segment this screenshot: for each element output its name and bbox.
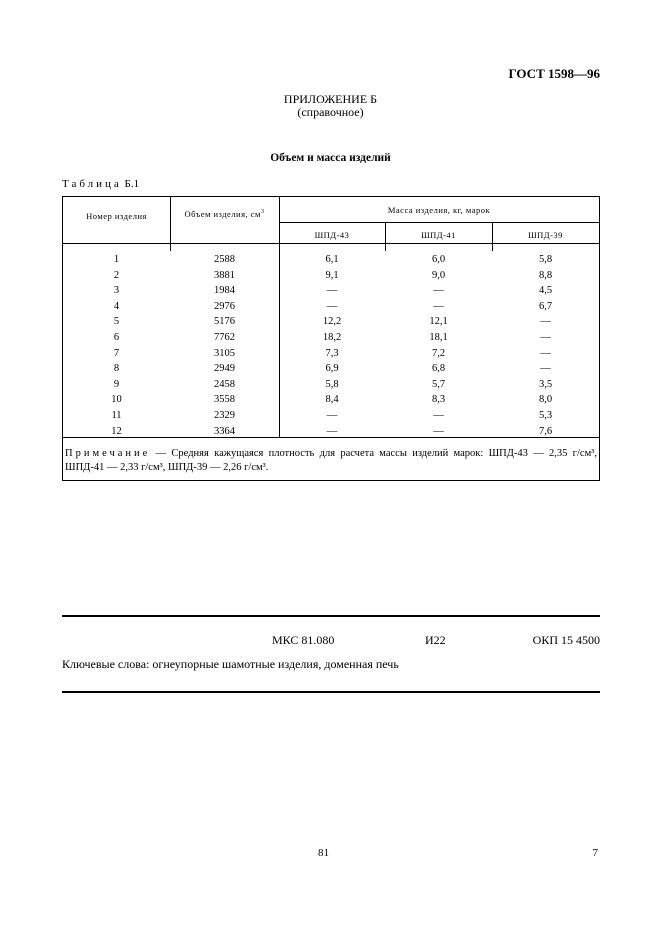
table-cell: —: [433, 285, 444, 297]
table-cell: 2588: [214, 254, 235, 265]
header-grade-1: ШПД-43: [314, 230, 350, 240]
header-mass-group: Масса изделия, кг, марок: [387, 205, 491, 215]
column-grade-3: [492, 252, 599, 439]
header-number: [63, 211, 170, 221]
table-cell: 3,5: [538, 378, 553, 390]
table-cell: 7,6: [538, 425, 553, 437]
table-cell: 12: [111, 425, 122, 437]
table-cell: 6,7: [538, 300, 553, 312]
table-cell: 7,2: [431, 347, 446, 359]
table-cell: 8,0: [538, 394, 553, 406]
table-cell: 5,8: [325, 378, 339, 390]
column-number: [63, 252, 170, 439]
table-cell: 4,5: [538, 285, 553, 297]
table-cell: 3881: [214, 269, 235, 281]
table-cell: 6,0: [431, 254, 446, 265]
table-cell: 18,1: [429, 331, 448, 343]
table-cell: —: [433, 300, 444, 312]
standard-header: ГОСТ 1598—96: [508, 66, 600, 81]
keywords: Ключевые слова: огнеупорные шамотные изделия, доменная печь: [62, 657, 399, 671]
table-cell: 6: [113, 331, 120, 343]
table-cell: 3364: [214, 425, 235, 437]
table-cell: —: [433, 425, 444, 437]
table-cell: 9,1: [325, 269, 339, 281]
appendix-subtitle: (справочное): [297, 105, 364, 119]
classification-index: И22: [425, 633, 446, 647]
table-cell: —: [540, 316, 551, 328]
note-text: — Средняя кажущаяся плотность для расчета массы изделий марок: ШПД-43 — 2,35 г/см³, ШПД-41 — 2,33 г/см³, ШПД-39 — 2,26 г/см³.: [65, 448, 597, 473]
footer-rule-bottom: [62, 691, 600, 693]
table-label-number: Б.1: [124, 178, 140, 190]
table-cell: 1: [113, 254, 120, 265]
table-cell: 6,1: [325, 254, 339, 265]
column-grade-1: [279, 252, 385, 439]
table-cell: 2458: [214, 378, 235, 390]
table-cell: 7: [113, 347, 120, 359]
header-volume-sup: 3: [260, 209, 265, 216]
table-cell: 18,2: [322, 331, 342, 343]
table-cell: 7,3: [325, 347, 339, 359]
table-cell: 5: [113, 316, 120, 328]
table-cell: 8,3: [431, 394, 446, 406]
mks-code: МКС 81.080: [272, 633, 335, 647]
table-cell: 8: [113, 363, 120, 375]
table-cell: 9,0: [431, 269, 446, 281]
note-label: Примечание: [65, 448, 151, 459]
table-cell: 6,9: [325, 363, 339, 375]
table-cell: 8,4: [325, 394, 339, 406]
table-divider: [63, 243, 599, 244]
table-cell: 4: [113, 300, 120, 312]
appendix-heading: [0, 93, 661, 119]
appendix-title: ПРИЛОЖЕНИЕ Б: [283, 92, 378, 106]
table-cell: —: [326, 300, 338, 312]
table-cell: 2: [113, 269, 120, 281]
table-cell: 3105: [214, 347, 235, 359]
table-cell: 12,2: [322, 316, 342, 328]
table-cell: 9: [113, 378, 120, 390]
table-cell: 3558: [214, 394, 235, 406]
page-number-right: 7: [592, 847, 598, 859]
footer-rule-top: [62, 615, 600, 617]
table-cell: 1984: [214, 285, 235, 297]
table-cell: —: [540, 331, 551, 343]
table-note: [65, 447, 597, 475]
table-cell: 3: [113, 285, 120, 297]
table-cell: 8,8: [538, 269, 553, 281]
header-grade-3: ШПД-39: [528, 230, 563, 240]
table-cell: 7762: [214, 331, 235, 343]
table-cell: —: [540, 363, 551, 375]
table-cell: 5,3: [538, 409, 553, 421]
table-cell: —: [326, 409, 338, 421]
table-cell: 2976: [214, 300, 235, 312]
table-cell: 5,7: [431, 378, 446, 390]
column-volume: [170, 252, 279, 439]
table-cell: —: [326, 425, 338, 437]
header-number-text: Номер изделия: [86, 211, 147, 221]
table-cell: 5176: [214, 316, 235, 328]
header-volume: [170, 209, 279, 219]
header-grade-2: ШПД-41: [421, 230, 456, 240]
data-table: [62, 196, 600, 481]
table-label-prefix: Таблица: [62, 178, 122, 190]
table-label: [62, 178, 139, 190]
column-grade-2: [385, 252, 492, 439]
table-cell: 5,8: [538, 254, 553, 265]
header-volume-text: Объем изделия, см: [184, 209, 261, 219]
table-cell: —: [433, 409, 444, 421]
table-cell: 2329: [214, 409, 235, 421]
table-cell: 11: [111, 409, 122, 421]
page-number-center: 81: [318, 847, 329, 859]
table-cell: 10: [111, 394, 122, 406]
table-cell: —: [326, 285, 338, 297]
section-title: Объем и масса изделий: [270, 152, 391, 164]
table-cell: 6,8: [431, 363, 446, 375]
table-cell: 2949: [214, 363, 235, 375]
table-cell: —: [540, 347, 551, 359]
okp-code: ОКП 15 4500: [532, 633, 600, 647]
table-divider: [279, 222, 599, 223]
table-cell: 12,1: [429, 316, 448, 328]
